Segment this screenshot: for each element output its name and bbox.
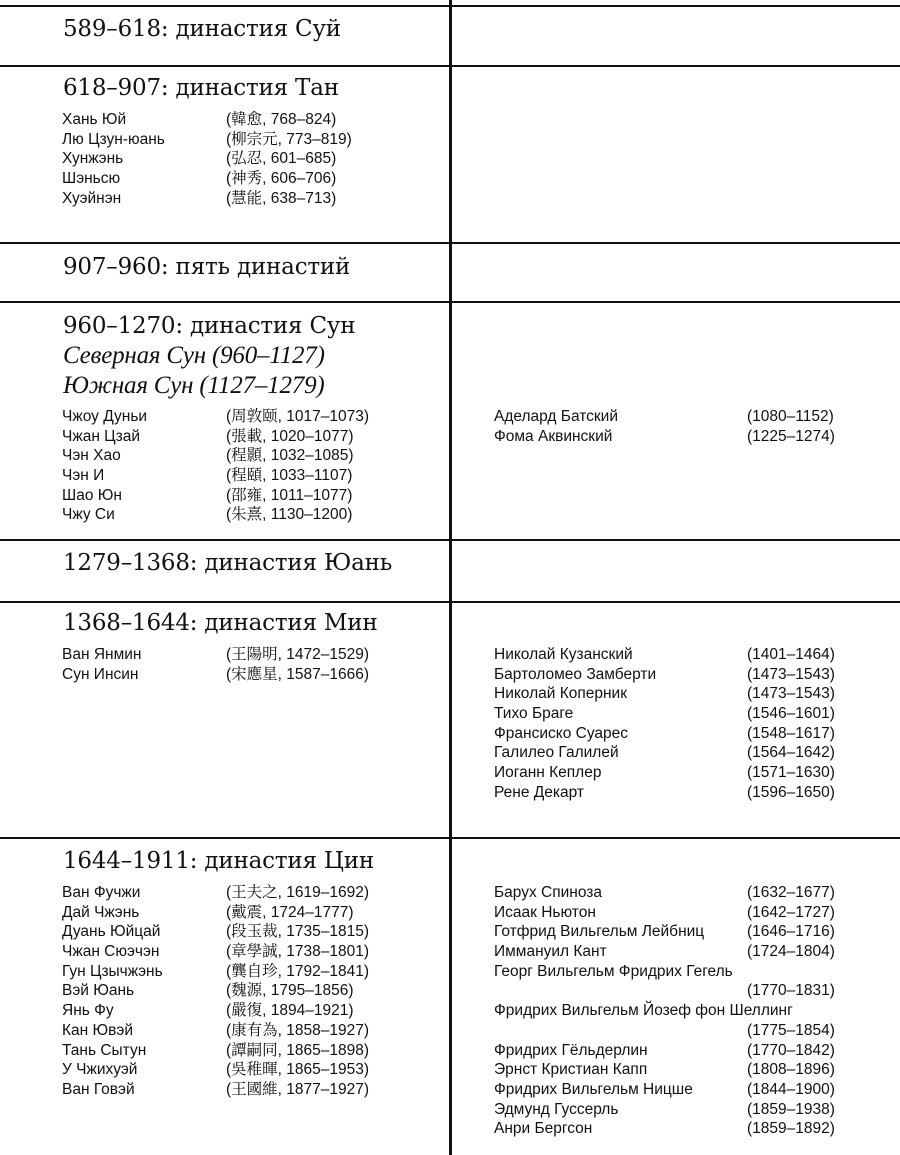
philosopher-name: Чжан Цзай <box>62 427 141 445</box>
philosopher-name: Хань Юй <box>62 111 127 128</box>
philosopher-name: Дуань Юйцай <box>62 923 161 941</box>
philosopher-dates: (魏源, 1795–1856) <box>226 982 354 1000</box>
philosopher-name: Шэньсю <box>62 170 121 188</box>
philosopher-dates: (1844–1900) <box>747 1080 835 1098</box>
philosopher-name: Анри Бергсон <box>494 1120 593 1138</box>
philosopher-name: Чжан Сюэчэн <box>62 943 160 961</box>
philosopher-name: Аделард Батский <box>494 408 618 425</box>
philosopher-dates: (1724–1804) <box>747 943 835 961</box>
philosopher-dates: (康有為, 1858–1927) <box>226 1021 370 1039</box>
philosopher-name: Чэн Хао <box>62 447 121 465</box>
philosopher-name: Ван Фучжи <box>62 884 141 901</box>
philosopher-dates: (1770–1842) <box>747 1041 835 1059</box>
philosopher-dates: (戴震, 1724–1777) <box>226 903 354 921</box>
philosopher-dates: (神秀, 606–706) <box>226 170 337 188</box>
philosopher-dates: (1859–1938) <box>747 1100 835 1118</box>
philosopher-dates: (1473–1543) <box>747 685 835 703</box>
philosopher-dates: (1859–1892) <box>747 1120 835 1138</box>
philosopher-dates: (章學誠, 1738–1801) <box>226 943 370 961</box>
philosopher-dates: (1596–1650) <box>747 783 835 801</box>
philosopher-name: Тихо Браге <box>494 705 574 723</box>
philosopher-dates: (王國維, 1877–1927) <box>226 1080 370 1098</box>
philosopher-name: Хунжэнь <box>62 150 124 168</box>
philosopher-name: Рене Декарт <box>494 783 585 801</box>
philosopher-dates: (王夫之, 1619–1692) <box>226 884 370 901</box>
philosopher-name: Фридрих Вильгельм Ницше <box>494 1080 693 1098</box>
subheading-northern-song: Северная Сун (960–1127) <box>63 342 325 369</box>
philosopher-dates: (宋應星, 1587–1666) <box>226 665 370 683</box>
philosopher-name: Франсиско Суарес <box>494 724 629 742</box>
dynasty-heading-tang <box>63 73 339 103</box>
heading-text: 1279–1368: династия Юань <box>63 550 393 576</box>
philosopher-name: Дай Чжэнь <box>62 903 140 921</box>
philosopher-name: Сун Инсин <box>62 665 139 683</box>
philosopher-name: Исаак Ньютон <box>494 903 596 921</box>
philosopher-name: Бартоломео Замберти <box>494 665 657 683</box>
heading-text: 618–907: династия Тан <box>63 75 339 101</box>
philosopher-dates: (1225–1274) <box>747 427 835 445</box>
philosopher-dates: (1642–1727) <box>747 903 835 921</box>
heading-text: 907–960: пять династий <box>63 254 351 280</box>
philosopher-dates: (1401–1464) <box>747 646 835 663</box>
philosopher-name: Эрнст Кристиан Капп <box>494 1061 648 1079</box>
philosopher-name: Иоганн Кеплер <box>494 764 602 782</box>
philosopher-dates: (慧能, 638–713) <box>226 189 337 207</box>
philosopher-dates: (1646–1716) <box>747 923 835 941</box>
philosopher-dates: (1546–1601) <box>747 705 835 723</box>
dynasty-heading-ming <box>63 608 378 638</box>
dynasty-heading-sui <box>63 14 341 44</box>
philosopher-name: Гун Цзычжэнь <box>62 962 163 980</box>
philosopher-dates: (韓愈, 768–824) <box>226 111 337 128</box>
philosopher-name: Эдмунд Гуссерль <box>494 1100 619 1118</box>
philosopher-dates: (1770–1831) <box>747 982 835 1000</box>
philosopher-dates: (程頤, 1033–1107) <box>226 467 353 485</box>
philosopher-name: У Чжихуэй <box>62 1061 138 1079</box>
philosopher-dates: (1775–1854) <box>747 1021 835 1039</box>
philosopher-dates: (譚嗣同, 1865–1898) <box>226 1041 370 1059</box>
philosopher-name: Чжоу Дуньи <box>62 408 148 425</box>
philosopher-name: Чэн И <box>62 467 105 485</box>
philosopher-dates: (1632–1677) <box>747 884 835 901</box>
philosopher-dates: (王陽明, 1472–1529) <box>226 646 370 663</box>
heading-text: 589–618: династия Суй <box>63 16 341 42</box>
philosopher-name: Николай Коперник <box>494 685 627 703</box>
philosopher-dates: (吳稚暉, 1865–1953) <box>226 1061 370 1079</box>
philosopher-name: Георг Вильгельм Фридрих Гегель <box>494 962 733 980</box>
philosopher-name: Готфрид Вильгельм Лейбниц <box>494 923 705 941</box>
dynasty-heading-qing <box>63 846 374 876</box>
philosopher-dates: (嚴復, 1894–1921) <box>226 1002 354 1020</box>
philosopher-dates: (龔自珍, 1792–1841) <box>226 962 370 980</box>
dynasty-heading-five-dynasties <box>63 252 350 282</box>
subheading-southern-song: Южная Сун (1127–1279) <box>63 372 325 399</box>
philosopher-dates: (1548–1617) <box>747 724 835 742</box>
philosopher-dates: (1571–1630) <box>747 764 835 782</box>
philosopher-name: Вэй Юань <box>62 982 135 1000</box>
philosopher-name: Николай Кузанский <box>494 646 633 663</box>
philosopher-dates: (1080–1152) <box>747 408 834 425</box>
philosopher-name: Кан Ювэй <box>62 1021 133 1039</box>
philosopher-dates: (程顥, 1032–1085) <box>226 447 354 465</box>
philosopher-name: Лю Цзун-юань <box>62 130 165 148</box>
philosopher-dates: (朱熹, 1130–1200) <box>226 506 353 524</box>
philosopher-dates: (柳宗元, 773–819) <box>226 130 352 148</box>
heading-text: 1368–1644: династия Мин <box>63 610 378 636</box>
philosopher-name: Иммануил Кант <box>494 943 607 961</box>
philosopher-dates: (1564–1642) <box>747 744 835 762</box>
philosopher-dates: (段玉裁, 1735–1815) <box>226 923 370 941</box>
philosopher-name: Галилео Галилей <box>494 744 619 762</box>
philosopher-name: Барух Спиноза <box>494 884 603 901</box>
philosopher-name: Шао Юн <box>62 486 122 504</box>
philosopher-name: Фридрих Гёльдерлин <box>494 1041 648 1059</box>
philosopher-name: Чжу Си <box>62 506 115 524</box>
philosopher-dates: (弘忍, 601–685) <box>226 150 337 168</box>
philosopher-dates: (1808–1896) <box>747 1061 835 1079</box>
heading-text: 1644–1911: династия Цин <box>63 848 375 874</box>
philosopher-name: Ван Говэй <box>62 1080 135 1098</box>
philosopher-dates: (周敦颐, 1017–1073) <box>226 408 370 425</box>
philosopher-name: Ван Янмин <box>62 646 142 663</box>
dynasty-heading-song <box>63 311 355 401</box>
philosopher-name: Тань Сытун <box>62 1041 147 1059</box>
philosopher-dates: (邵雍, 1011–1077) <box>226 486 353 504</box>
heading-text: 960–1270: династия Сун <box>63 313 356 339</box>
philosopher-name: Янь Фу <box>62 1002 114 1020</box>
philosopher-name: Фома Аквинский <box>494 427 613 445</box>
column-divider <box>449 0 452 1155</box>
philosopher-dates: (張載, 1020–1077) <box>226 427 354 445</box>
philosopher-name: Хуэйнэн <box>62 189 122 207</box>
philosopher-name: Фридрих Вильгельм Йозеф фон Шеллинг <box>494 1002 793 1020</box>
dynasty-heading-yuan <box>63 548 392 578</box>
philosopher-dates: (1473–1543) <box>747 665 835 683</box>
